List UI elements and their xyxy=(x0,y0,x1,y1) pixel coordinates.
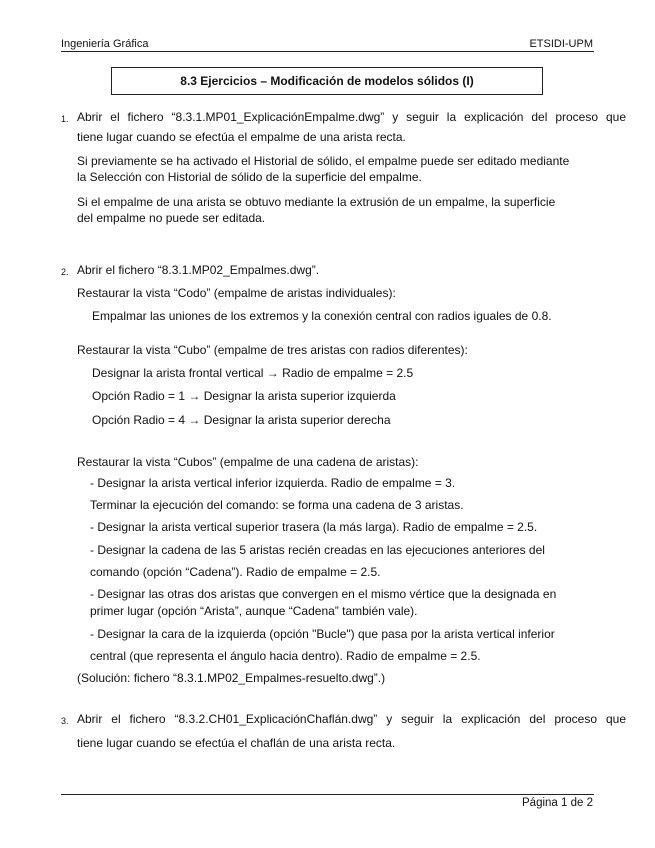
exercise-2-line-1: Abrir el fichero “8.3.1.MP02_Empalmes.dwg”. xyxy=(77,263,320,277)
exercise-3-line-1: Abrir el fichero “8.3.2.CH01_ExplicaciónChaflán.dwg” y seguir la explicación del proceso que xyxy=(77,712,626,726)
exercise-2-solution: (Solución: fichero “8.3.1.MP02_Empalmes-resuelto.dwg”.) xyxy=(77,671,386,685)
view-cubo-step-3: Opción Radio = 4 → Designar la arista superior derecha xyxy=(92,413,391,427)
view-cubo-step-1: Designar la arista frontal vertical → Radio de empalme = 2.5 xyxy=(92,366,414,380)
exercise-1-history-line-2: la Selección con Historial de sólido de la superficie del empalme. xyxy=(77,170,422,184)
exercise-1-number: 1. xyxy=(61,114,69,124)
page-number: Página 1 de 2 xyxy=(522,797,593,809)
exercise-1-extrusion-line-1: Si el empalme de una arista se obtuvo mediante la extrusión de un empalme, la superficie xyxy=(77,195,556,209)
view-codo-heading: Restaurar la vista “Codo” (empalme de aristas individuales): xyxy=(77,286,396,300)
exercise-2-number: 2. xyxy=(61,267,69,277)
exercise-1-history-line-1: Si previamente se ha activado el Historial de sólido, el empalme puede ser editado mediante xyxy=(77,154,570,168)
exercise-3-number: 3. xyxy=(61,716,69,726)
view-codo-step: Empalmar las uniones de los extremos y la conexión central con radios iguales de 0.8. xyxy=(92,309,552,323)
view-cubos-step-6-line-1: - Designar la cara de la izquierda (opción "Bucle") que pasa por la arista vertical inferior xyxy=(90,627,555,641)
exercise-1-line-2: tiene lugar cuando se efectúa el empalme de una arista recta. xyxy=(77,130,406,144)
view-cubo-step-2: Opción Radio = 1 → Designar la arista superior izquierda xyxy=(92,389,396,403)
header-right: ETSIDI-UPM xyxy=(529,38,593,50)
view-cubos-step-2: Terminar la ejecución del comando: se forma una cadena de 3 aristas. xyxy=(90,498,464,512)
header-rule xyxy=(61,51,594,52)
view-cubos-step-5-line-2: primer lugar (opción “Arista”, aunque “Cadena” también vale). xyxy=(90,604,418,618)
view-cubos-step-6-line-2: central (que representa el ángulo hacia dentro). Radio de empalme = 2.5. xyxy=(90,649,481,663)
view-cubo-heading: Restaurar la vista “Cubo” (empalme de tres aristas con radios diferentes): xyxy=(77,343,468,357)
section-title: 8.3 Ejercicios – Modificación de modelos sólidos (I) xyxy=(111,67,543,95)
exercise-1-line-1: Abrir el fichero “8.3.1.MP01_ExplicaciónEmpalme.dwg” y seguir la explicación del proceso que xyxy=(77,110,626,124)
footer-rule xyxy=(61,794,594,795)
view-cubos-step-4-line-1: - Designar la cadena de las 5 aristas recién creadas en las ejecuciones anteriores del xyxy=(90,543,545,557)
exercise-1-extrusion-line-2: del empalme no puede ser editada. xyxy=(77,211,266,225)
view-cubos-heading: Restaurar la vista “Cubos” (empalme de una cadena de aristas): xyxy=(77,455,419,469)
view-cubos-step-1: - Designar la arista vertical inferior izquierda. Radio de empalme = 3. xyxy=(90,476,456,490)
view-cubos-step-4-line-2: comando (opción “Cadena”). Radio de empalme = 2.5. xyxy=(90,565,381,579)
header-left: Ingeniería Gráfica xyxy=(61,38,149,50)
view-cubos-step-3: - Designar la arista vertical superior trasera (la más larga). Radio de empalme = 2.5. xyxy=(90,520,538,534)
view-cubos-step-5-line-1: - Designar las otras dos aristas que convergen en el mismo vértice que la designada en xyxy=(90,587,557,601)
exercise-3-line-2: tiene lugar cuando se efectúa el chaflán de una arista recta. xyxy=(77,736,396,750)
